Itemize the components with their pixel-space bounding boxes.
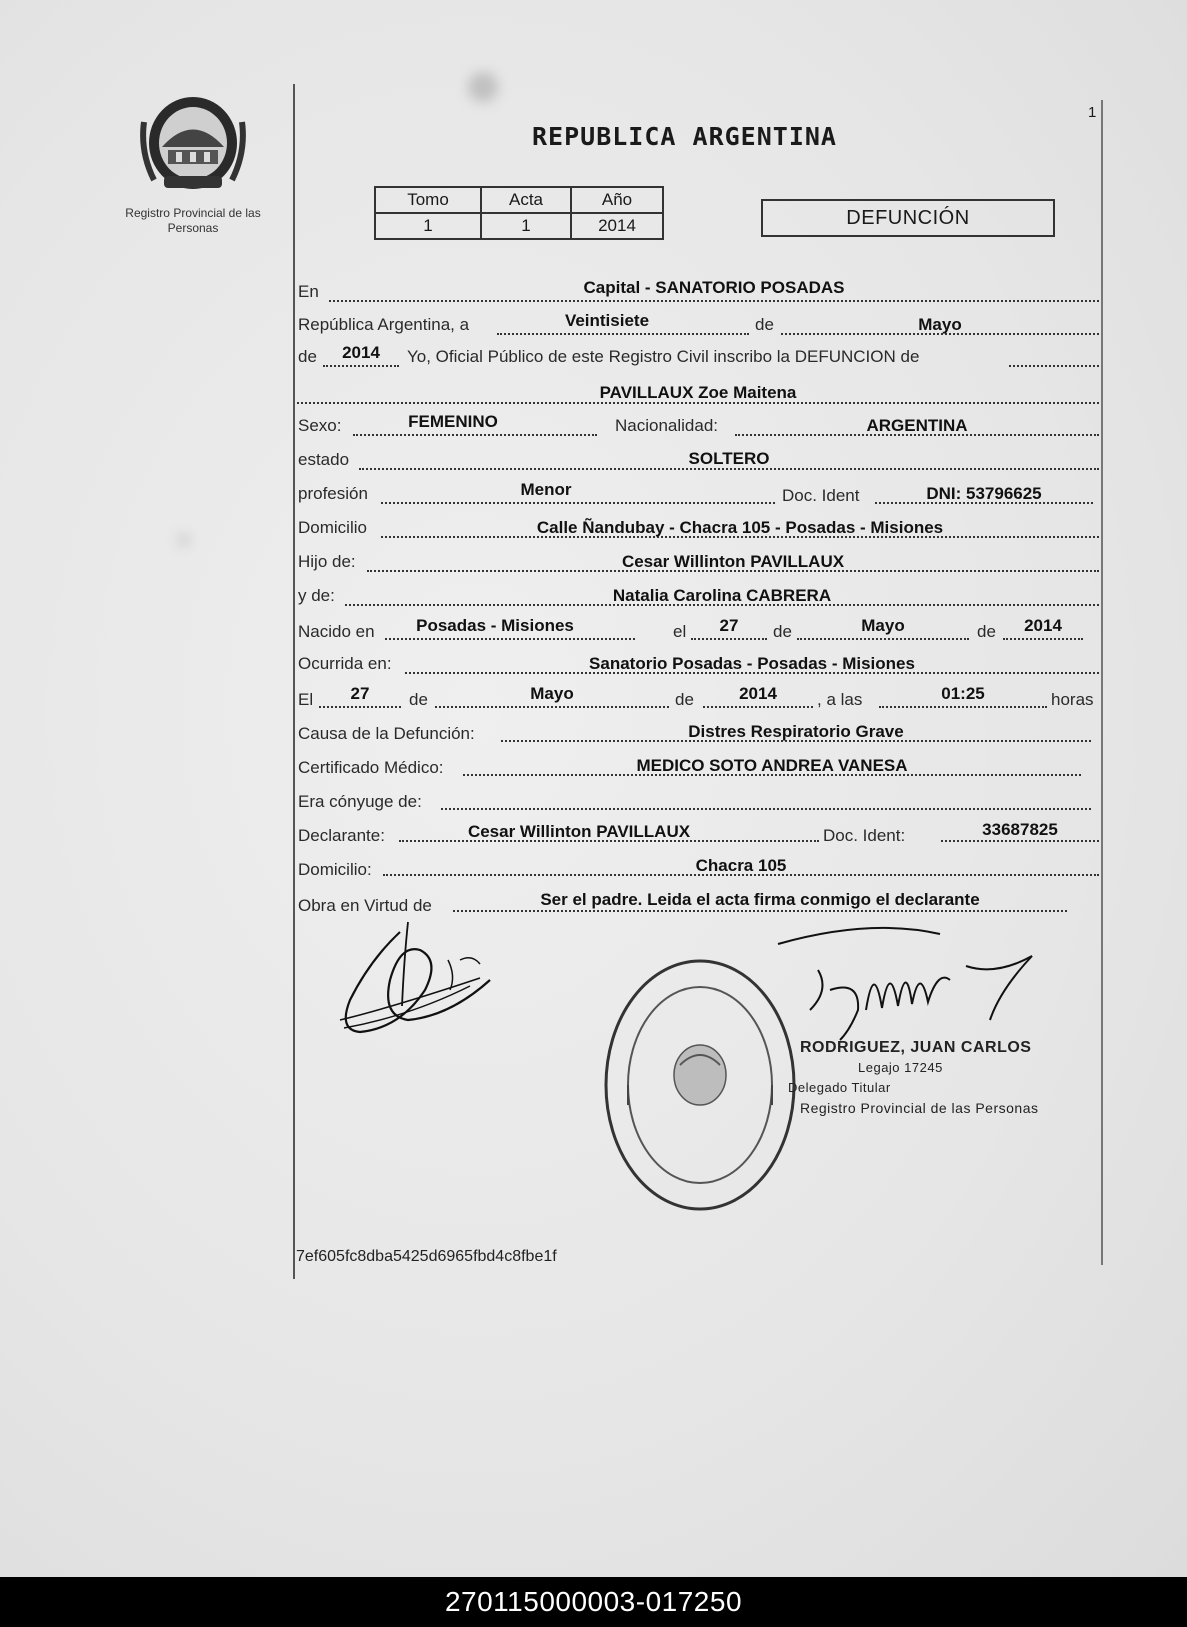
value-obra: Ser el padre. Leida el acta firma conmigo el declarante	[540, 890, 980, 909]
value-nac-anio: 2014	[1024, 616, 1062, 635]
value-decl-domicilio: Chacra 105	[695, 856, 787, 875]
document-title: REPUBLICA ARGENTINA	[532, 122, 837, 151]
label-certificado: Certificado Médico:	[298, 758, 444, 777]
field-row-yde	[297, 582, 1101, 612]
field-row-certificado	[297, 752, 1101, 782]
value-hora: 01:25	[941, 684, 985, 703]
value-def-mes: Mayo	[530, 684, 574, 703]
label-de: de	[977, 622, 996, 641]
label-obra: Obra en Virtud de	[298, 896, 432, 915]
label-de: de	[755, 315, 774, 334]
field-row-estado	[297, 446, 1101, 476]
field-row-fecha	[297, 311, 1101, 341]
official-office: Registro Provincial de las Personas	[800, 1100, 1039, 1116]
value-ocurrida: Sanatorio Posadas - Posadas - Misiones	[589, 654, 915, 673]
header-anio: Año	[571, 187, 663, 213]
label-nacionalidad: Nacionalidad:	[615, 416, 719, 435]
value-declarante: Cesar Willinton PAVILLAUX	[467, 822, 691, 841]
label-alas: , a las	[817, 690, 863, 709]
label-en: En	[298, 282, 319, 301]
value-doc: DNI: 53796625	[926, 484, 1042, 503]
label-conyuge: Era cónyuge de:	[298, 792, 422, 811]
field-row-ocurrida	[297, 650, 1101, 680]
label-hijo: Hijo de:	[298, 552, 356, 571]
value-causa: Distres Respiratorio Grave	[688, 722, 904, 741]
field-row-obra	[297, 886, 1101, 916]
label-doc: Doc. Ident	[782, 486, 860, 505]
value-decl-doc: 33687825	[982, 820, 1058, 839]
value-tomo: 1	[375, 213, 481, 239]
field-row-profesion	[297, 480, 1101, 510]
field-row-domicilio	[297, 514, 1101, 544]
barcode-number-band: 270115000003-017250	[0, 1577, 1187, 1627]
value-anio: 2014	[571, 213, 663, 239]
value-anio: 2014	[342, 343, 380, 362]
field-row-defuncion-fecha	[297, 684, 1101, 714]
header-acta: Acta	[481, 187, 571, 213]
field-row-declarante	[297, 818, 1101, 848]
value-nombre: PAVILLAUX Zoe Maitena	[599, 383, 797, 402]
fill-line	[441, 786, 1091, 810]
province-logo	[118, 92, 268, 236]
field-row-nacido	[297, 616, 1101, 646]
label-inscribo: Yo, Oficial Público de este Registro Civil inscribo la DEFUNCION de	[407, 347, 920, 366]
label-profesion: profesión	[298, 484, 368, 503]
field-row-decl-domicilio	[297, 852, 1101, 882]
field-row-hijo	[297, 548, 1101, 578]
field-row-conyuge	[297, 784, 1101, 814]
label-sexo: Sexo:	[298, 416, 342, 435]
official-legajo: Legajo 17245	[858, 1060, 943, 1075]
label-republica: República Argentina, a	[298, 315, 470, 334]
label-el: el	[673, 622, 687, 641]
right-margin-line	[1101, 100, 1103, 1265]
official-name: RODRIGUEZ, JUAN CARLOS	[800, 1039, 1032, 1056]
field-row-causa	[297, 718, 1101, 748]
label-de: de	[409, 690, 428, 709]
value-acta: 1	[481, 213, 571, 239]
field-row-sexo	[297, 412, 1101, 442]
label-El: El	[298, 690, 314, 709]
page-number: 1	[1088, 104, 1097, 121]
field-row-inscribo	[297, 343, 1101, 373]
value-yde: Natalia Carolina CABRERA	[612, 586, 832, 605]
fill-line	[1009, 343, 1099, 367]
value-estado: SOLTERO	[688, 449, 770, 468]
value-def-dia: 27	[350, 684, 370, 703]
left-margin-line	[293, 84, 295, 1279]
official-role: Delegado Titular	[788, 1080, 891, 1095]
value-sexo: FEMENINO	[408, 412, 498, 431]
label-decl-domicilio: Domicilio:	[298, 860, 372, 879]
label-de: de	[773, 622, 792, 641]
value-certificado: MEDICO SOTO ANDREA VANESA	[636, 756, 908, 775]
paper-stain	[176, 532, 192, 548]
label-horas: horas	[1051, 690, 1094, 709]
label-de: de	[675, 690, 694, 709]
header-tomo: Tomo	[375, 187, 481, 213]
value-hijo: Cesar Willinton PAVILLAUX	[621, 552, 845, 571]
label-causa: Causa de la Defunción:	[298, 724, 475, 743]
label-declarante: Declarante:	[298, 826, 385, 845]
misiones-seal-icon	[140, 92, 246, 194]
registry-table	[374, 186, 664, 240]
value-nac-dia: 27	[719, 616, 739, 635]
value-profesion: Menor	[520, 480, 572, 499]
label-yde: y de:	[298, 586, 335, 605]
value-def-anio: 2014	[739, 684, 777, 703]
value-nacionalidad: ARGENTINA	[866, 416, 968, 435]
value-nacido: Posadas - Misiones	[416, 616, 574, 635]
record-type-box: DEFUNCIÓN	[761, 199, 1055, 237]
logo-caption: Registro Provincial de las Personas	[125, 206, 261, 235]
value-domicilio: Calle Ñandubay - Chacra 105 - Posadas - Misiones	[536, 518, 944, 537]
value-dia: Veintisiete	[564, 311, 650, 330]
label-decl-doc: Doc. Ident:	[823, 826, 906, 845]
field-row-en	[297, 278, 1101, 308]
document-hash: 7ef605fc8dba5425d6965fbd4c8fbe1f	[296, 1248, 557, 1265]
declarant-signature-icon	[330, 920, 510, 1060]
value-mes: Mayo	[918, 315, 962, 334]
paper-stain	[468, 72, 498, 102]
label-estado: estado	[298, 450, 350, 469]
field-row-nombre	[297, 380, 1101, 410]
label-domicilio: Domicilio	[298, 518, 367, 537]
label-nacido: Nacido en	[298, 622, 375, 641]
value-nac-mes: Mayo	[861, 616, 905, 635]
label-ocurrida: Ocurrida en:	[298, 654, 392, 673]
label-de: de	[298, 347, 317, 366]
official-stamp-text	[788, 1038, 1039, 1118]
value-en: Capital - SANATORIO POSADAS	[583, 278, 845, 297]
